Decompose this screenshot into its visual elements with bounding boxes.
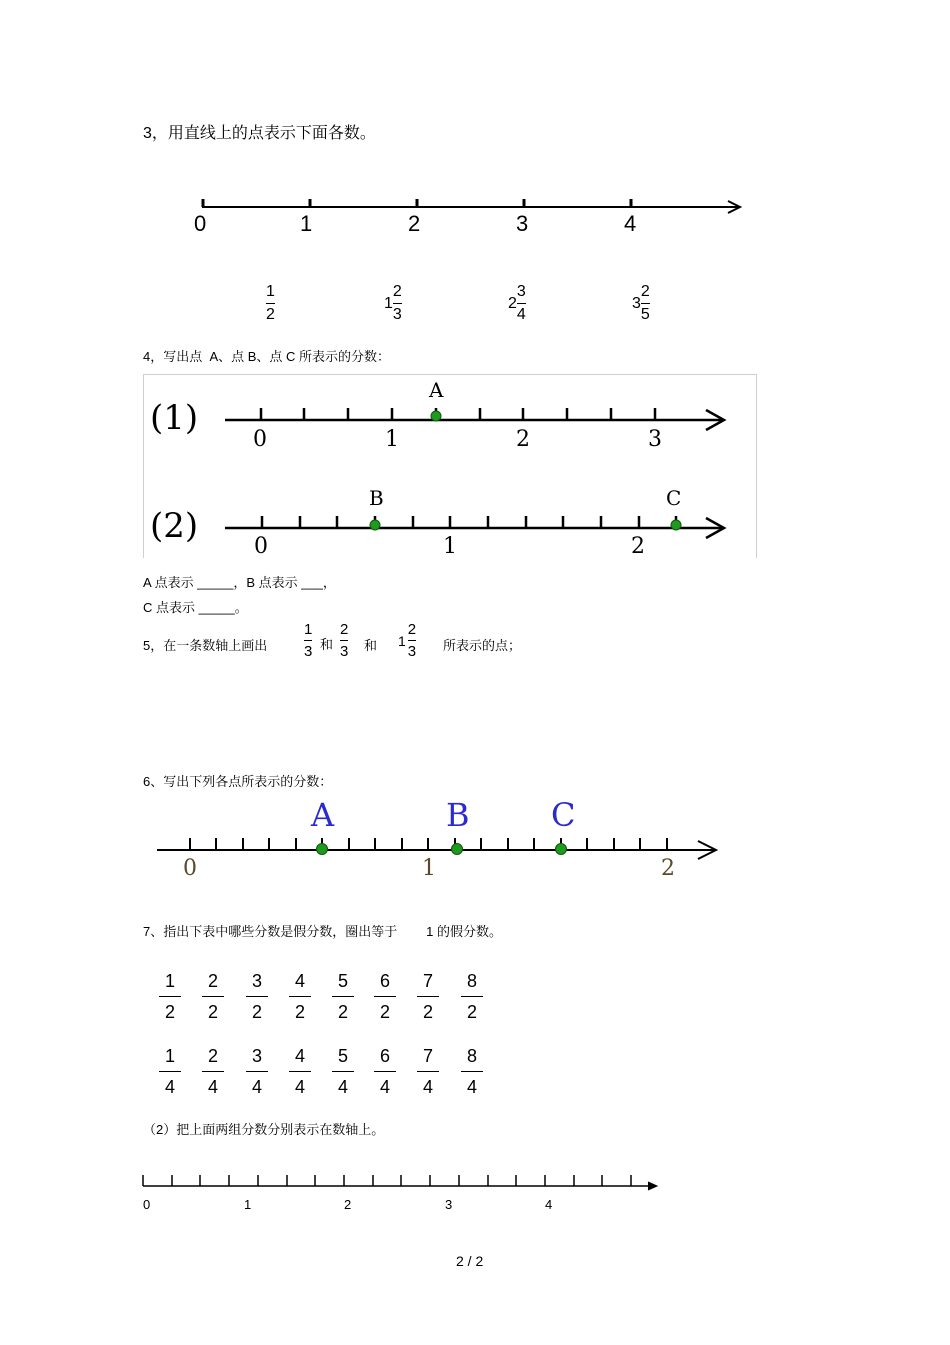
q4-title: 4，写出点 A、点 B、点 C 所表示的分数： xyxy=(143,349,391,364)
q7-row1-fraction-1: 1 2 xyxy=(159,972,181,1021)
q6-title: 6、写出下列各点所表示的分数： xyxy=(143,774,333,789)
q5-and-2: 和 xyxy=(364,638,378,653)
page-number: 2 / 2 xyxy=(456,1253,484,1269)
q4-line2-label: (2) xyxy=(150,506,199,546)
q3-fraction-3: 2 $\frac{3}{4}$ xyxy=(508,283,526,323)
q5-fraction-1: 1 3 xyxy=(304,621,313,660)
q3-axis-label-1: 1 xyxy=(300,211,313,236)
q5-and-1: 和 xyxy=(320,637,334,652)
q7-row1-fraction-4: 4 2 xyxy=(289,972,311,1021)
q4-line1-axis-1: 1 xyxy=(385,427,399,452)
q7-row2-fraction-1: 1 4 xyxy=(159,1047,181,1096)
q7-row1-fraction-3: 3 2 xyxy=(246,972,268,1021)
q3-axis-label-3: 3 xyxy=(516,211,529,236)
q7-row2-fraction-8: 8 4 xyxy=(461,1047,483,1096)
q7-axis-1: 1 xyxy=(244,1197,252,1212)
q3-fraction-2: 1 $\frac{2}{3}$ xyxy=(384,283,402,323)
q7-row1-fraction-2: 2 2 xyxy=(202,972,224,1021)
q7-subtitle: （2）把上面两组分数分别表示在数轴上。 xyxy=(143,1122,385,1137)
q6-point-a-label: A xyxy=(311,796,335,834)
q7-row1-fraction-5: 5 2 xyxy=(332,972,354,1021)
q4-line2-axis-1: 1 xyxy=(443,534,457,559)
q7-row2-fraction-7: 7 4 xyxy=(417,1047,439,1096)
q4-answer-ab: A 点表示 _____，B 点表示 ___， xyxy=(143,575,336,590)
q3-axis-label-4: 4 xyxy=(624,211,637,236)
q6-point-b-label: B xyxy=(446,796,470,834)
q7-row1-fraction-7: 7 2 xyxy=(417,972,439,1021)
q7-row2-fraction-5: 5 4 xyxy=(332,1047,354,1096)
q7-axis-2: 2 xyxy=(344,1197,352,1212)
q4-point-a-label: A xyxy=(429,378,444,402)
q4-line1-axis-3: 3 xyxy=(648,427,662,452)
q5-fraction-2: 2 3 xyxy=(340,621,349,660)
q5-fraction-3: 1 $\frac{2}{3}$ xyxy=(398,621,417,660)
q7-axis-4: 4 xyxy=(545,1197,553,1212)
q4-line2-axis-0: 0 xyxy=(254,534,268,559)
q4-line1-axis-2: 2 xyxy=(516,427,530,452)
q4-point-c-label: C xyxy=(666,486,682,510)
q7-row1-fraction-6: 6 2 xyxy=(374,972,396,1021)
q6-axis-0: 0 xyxy=(183,856,197,881)
q7-row1-fraction-8: 8 2 xyxy=(461,972,483,1021)
q3-title: 3，用直线上的点表示下面各数。 xyxy=(143,125,376,142)
q3-axis-label-0: 0 xyxy=(194,211,207,236)
q7-row2-fraction-4: 4 4 xyxy=(289,1047,311,1096)
q3-axis-label-2: 2 xyxy=(408,211,421,236)
q3-fraction-1: 1 2 xyxy=(266,283,275,323)
q6-axis-2: 2 xyxy=(661,856,675,881)
q4-line1-axis-0: 0 xyxy=(253,427,267,452)
q4-line1-label: (1) xyxy=(150,398,199,438)
q4-answer-c: C 点表示 _____。 xyxy=(143,600,248,615)
q6-axis-1: 1 xyxy=(422,856,436,881)
q6-point-c-label: C xyxy=(551,796,576,834)
q4-point-b-label: B xyxy=(369,486,384,510)
q7-row2-fraction-2: 2 4 xyxy=(202,1047,224,1096)
q5-suffix: 所表示的点； xyxy=(443,638,522,653)
q7-row2-fraction-3: 3 4 xyxy=(246,1047,268,1096)
q7-title: 7、指出下表中哪些分数是假分数，圈出等于 1 的假分数。 xyxy=(143,924,502,939)
q7-axis-3: 3 xyxy=(445,1197,453,1212)
q7-axis-0: 0 xyxy=(143,1197,151,1212)
q4-line2-axis-2: 2 xyxy=(631,534,645,559)
q5-prefix: 5，在一条数轴上画出 xyxy=(143,638,268,653)
q3-fraction-4: 3 $\frac{2}{5}$ xyxy=(632,283,650,323)
q7-row2-fraction-6: 6 4 xyxy=(374,1047,396,1096)
